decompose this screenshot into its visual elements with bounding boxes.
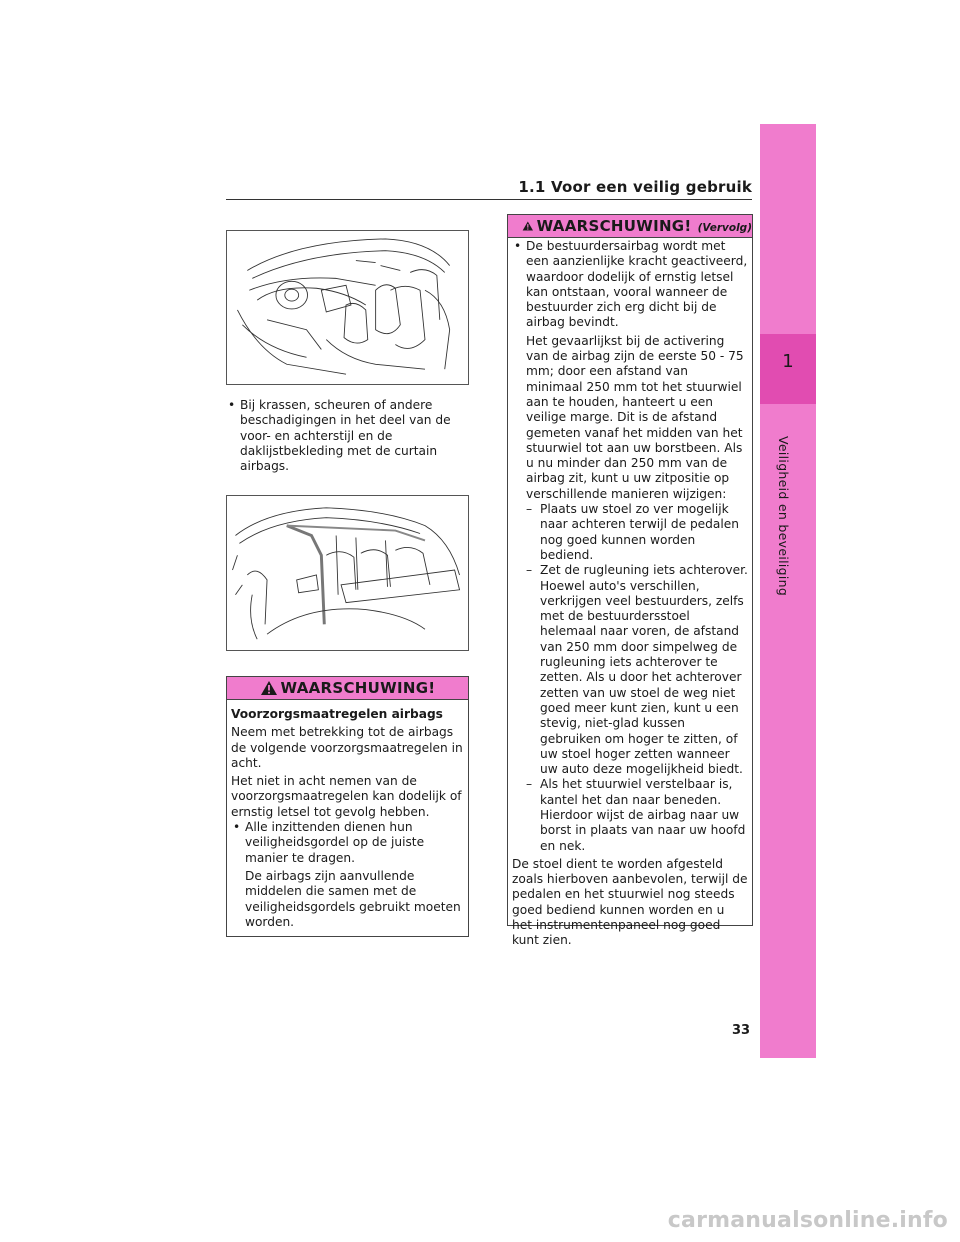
warning-title: WAARSCHUWING!	[536, 217, 692, 235]
steering-tilt-text: Als het stuurwiel verstelbaar is, kantel het dan naar beneden. Hierdoor wijst de airbag naar uw borst in plaats van naar uw hoofd en nek.	[540, 777, 746, 853]
bullet-marker: •	[228, 398, 236, 412]
warning-subhead: Voorzorgsmaatregelen airbags	[231, 707, 443, 721]
bullet-marker: •	[514, 239, 522, 253]
warning-body	[227, 700, 468, 930]
airbag-warning-continued-box	[507, 214, 753, 948]
airbag-warning-box	[226, 676, 469, 937]
chapter-label: Veiligheid en beveiliging	[776, 436, 791, 597]
distance-paragraph: Het gevaarlijkst bij de activering van de airbag zijn de eerste 50 - 75 mm; door een afstand van minimaal 250 mm tot het stuurwiel aan te houden, hanteert u een veilige marge. Dit is de afstand gemeten vanaf het midden van het stuurwiel tot aan uw borstbeen. Als u nu minder dan 250 mm van de airbag zit, kunt u uw zitpositie op verschillende manieren wijzigen:	[526, 333, 744, 501]
closing-paragraph: De stoel dient te worden afgesteld zoals hierboven aanbevolen, terwijl de pedalen en het stuurwiel nog steeds goed bediend kunnen worden en u het instrumentenpaneel nog goed kunt zien.	[512, 856, 748, 948]
bullet-marker: •	[233, 820, 241, 835]
dash-marker: –	[526, 563, 533, 578]
seat-back-sub-item	[512, 502, 748, 563]
scratches-text: Bij krassen, scheuren of andere beschadigingen in het deel van de voor- en achterstijl en de daklijstbekleding met de curtain airbags.	[240, 398, 451, 474]
page-number: 33	[732, 1023, 751, 1038]
seatbelt-bullet	[231, 820, 464, 866]
dash-marker: –	[526, 502, 533, 517]
curtain-airbag-illustration	[226, 495, 469, 651]
warning-title: WAARSCHUWING!	[280, 679, 436, 697]
watermark: carmanualsonline.info	[667, 1208, 948, 1233]
supplementary-paragraph: De airbags zijn aanvullende middelen die samen met de veiligheidsgordels gebruikt moeten worden.	[245, 868, 461, 929]
chapter-number: 1	[782, 351, 794, 372]
recline-text: Zet de rugleuning iets achterover. Hoewel auto's verschillen, verkrijgen veel bestuurders, zelfs met de bestuurdersstoel helemaal naar voren, de afstand van 250 mm door simpelweg de rugleuning iets achterover te zetten. Als u door het achterover zetten van uw stoel de weg niet goed meer kunt zien, kunt u een stevig, niet-glad kussen gebruiken om hoger te zitten, of uw stoel hoger zetten wanneer uw auto deze mogelijkheid biedt.	[540, 563, 748, 777]
scratches-bullet	[226, 398, 469, 474]
warning-body	[508, 238, 752, 949]
header-divider	[226, 199, 752, 200]
seat-back-text: Plaats uw stoel zo ver mogelijk naar achteren terwijl de pedalen nog goed kunnen worden bediend.	[540, 502, 739, 562]
recline-sub-item	[512, 563, 748, 777]
driver-airbag-text: De bestuurdersairbag wordt met een aanzienlijke kracht geactiveerd, waardoor dodelijk of ernstig letsel kan ontstaan, vooral wanneer de bestuurder zich erg dicht bij de airbag bevindt.	[526, 239, 748, 330]
steering-tilt-sub-item	[512, 777, 748, 853]
warning-triangle-icon	[260, 680, 278, 696]
warning-triangle-icon	[522, 218, 534, 234]
continued-label: (Vervolg)	[697, 221, 752, 234]
warning-paragraph: Neem met betrekking tot de airbags de volgende voorzorgsmaatregelen in acht.	[231, 725, 463, 770]
section-title: 1.1 Voor een veilig gebruik	[518, 178, 752, 196]
warning-header	[227, 677, 468, 700]
car-interior-illustration	[226, 230, 469, 385]
driver-airbag-bullet	[512, 239, 748, 331]
warning-header	[508, 215, 752, 238]
seatbelt-text: Alle inzittenden dienen hun veiligheidsgordel op de juiste manier te dragen.	[245, 820, 425, 865]
warning-paragraph: Het niet in acht nemen van de voorzorgsmaatregelen kan dodelijk of ernstig letsel tot gevolg hebben.	[231, 774, 462, 819]
dash-marker: –	[526, 777, 533, 792]
